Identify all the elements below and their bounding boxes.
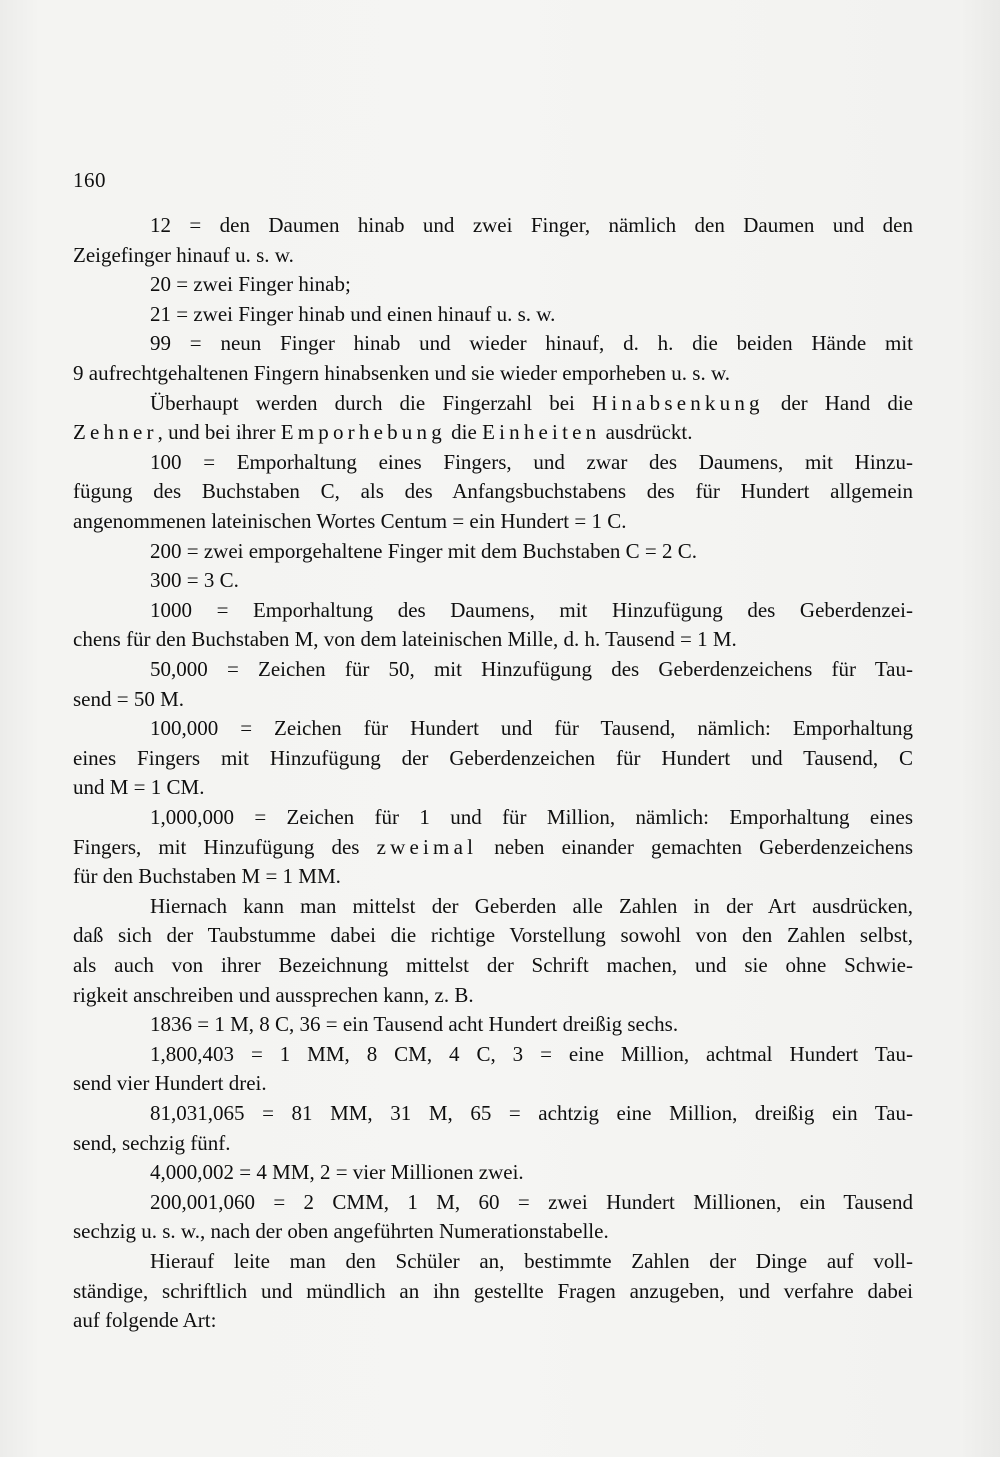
text-line bbox=[73, 417, 913, 447]
page-number: 160 bbox=[73, 168, 106, 192]
text-line bbox=[73, 832, 913, 862]
text-line: rigkeit anschreiben und aussprechen kann, z. B. bbox=[73, 982, 474, 1007]
text-line: 99 = neun Finger hinab und wieder hinauf, d. h. die beiden Hände mit bbox=[150, 331, 913, 356]
text-line: 12 = den Daumen hinab und zwei Finger, nämlich den Daumen und den bbox=[150, 213, 913, 237]
text-line: Hiernach kann man mittelst der Geberden alle Zahlen in der Art ausdrücken, bbox=[150, 893, 913, 918]
text-line: 50,000 = Zeichen für 50, mit Hinzufügung des Geberdenzeichens für Tau- bbox=[150, 657, 913, 681]
text-segment: , und bei ihrer bbox=[157, 420, 281, 445]
text-line: 200,001,060 = 2 CMM, 1 M, 60 = zwei Hundert Millionen, ein Tausend bbox=[150, 1189, 913, 1214]
emphasized-text: zweimal bbox=[376, 834, 478, 859]
text-segment: Überhaupt werden durch die Fingerzahl bei bbox=[150, 390, 592, 415]
text-line: 200 = zwei emporgehaltene Finger mit dem Buchstaben C = 2 C. bbox=[150, 538, 698, 563]
text-line: und M = 1 CM. bbox=[73, 775, 205, 800]
text-line: für den Buchstaben M = 1 MM. bbox=[73, 864, 341, 889]
text-line: auf folgende Art: bbox=[73, 1308, 217, 1333]
text-line: Hierauf leite man den Schüler an, bestimmte Zahlen der Dinge auf voll- bbox=[150, 1249, 913, 1273]
text-line: 1000 = Emporhaltung des Daumens, mit Hinzufügung des Geberdenzei- bbox=[150, 597, 913, 622]
emphasized-text: Einheiten bbox=[482, 420, 601, 445]
emphasized-text: Hinabsenkung bbox=[592, 390, 764, 415]
text-line: 100 = Emporhaltung eines Fingers, und zwar des Daumens, mit Hinzu- bbox=[150, 449, 913, 474]
text-line: eines Fingers mit Hinzufügung der Geberdenzeichen für Hundert und Tausend, C bbox=[73, 745, 913, 770]
text-line: 300 = 3 C. bbox=[150, 568, 239, 593]
emphasized-text: Zehner bbox=[73, 420, 158, 445]
text-line: 4,000,002 = 4 MM, 2 = vier Millionen zwei. bbox=[150, 1160, 524, 1185]
text-line: ständige, schriftlich und mündlich an ihn gestellte Fragen anzugeben, und verfahre dabei bbox=[73, 1278, 913, 1303]
text-line: sechzig u. s. w., nach der oben angeführten Numerationstabelle. bbox=[73, 1219, 609, 1244]
text-line: 9 aufrechtgehaltenen Fingern hinabsenken und sie wieder emporheben u. s. w. bbox=[73, 361, 731, 385]
text-line: 81,031,065 = 81 MM, 31 M, 65 = achtzig eine Million, dreißig ein Tau- bbox=[150, 1101, 913, 1125]
text-segment: der Hand die bbox=[763, 390, 913, 415]
text-line: send, sechzig fünf. bbox=[73, 1130, 231, 1155]
text-line: chens für den Buchstaben M, von dem lateinischen Mille, d. h. Tausend = 1 M. bbox=[73, 627, 737, 652]
text-line: 1,000,000 = Zeichen für 1 und für Million, nämlich: Emporhaltung eines bbox=[150, 805, 913, 829]
text-line bbox=[73, 388, 913, 418]
text-line: daß sich der Taubstumme dabei die richtige Vorstellung sowohl von den Zahlen selbst, bbox=[73, 923, 913, 948]
text-line: angenommenen lateinischen Wortes Centum = ein Hundert = 1 C. bbox=[73, 509, 627, 533]
text-line: send vier Hundert drei. bbox=[73, 1071, 267, 1096]
text-segment: ausdrückt. bbox=[600, 420, 693, 445]
text-line: 1,800,403 = 1 MM, 8 CM, 4 C, 3 = eine Million, achtmal Hundert Tau- bbox=[150, 1041, 913, 1066]
text-line: Zeigefinger hinauf u. s. w. bbox=[73, 242, 294, 267]
text-line: fügung des Buchstaben C, als des Anfangsbuchstabens des für Hundert allgemein bbox=[73, 479, 913, 504]
text-line: 21 = zwei Finger hinab und einen hinauf u. s. w. bbox=[150, 301, 556, 326]
text-line: 20 = zwei Finger hinab; bbox=[150, 272, 351, 297]
text-segment: die bbox=[445, 420, 483, 445]
text-segment: Fingers, mit Hinzufügung des bbox=[73, 834, 377, 859]
text-line: send = 50 M. bbox=[73, 686, 185, 711]
text-line: 100,000 = Zeichen für Hundert und für Tausend, nämlich: Emporhaltung bbox=[150, 716, 913, 741]
text-line: 1836 = 1 M, 8 C, 36 = ein Tausend acht Hundert dreißig sechs. bbox=[150, 1012, 679, 1037]
emphasized-text: Emporhebung bbox=[280, 420, 446, 445]
text-line: als auch von ihrer Bezeichnung mittelst der Schrift machen, und sie ohne Schwie- bbox=[73, 953, 913, 977]
text-segment: neben einander gemachten Geberdenzeichens bbox=[477, 834, 913, 859]
